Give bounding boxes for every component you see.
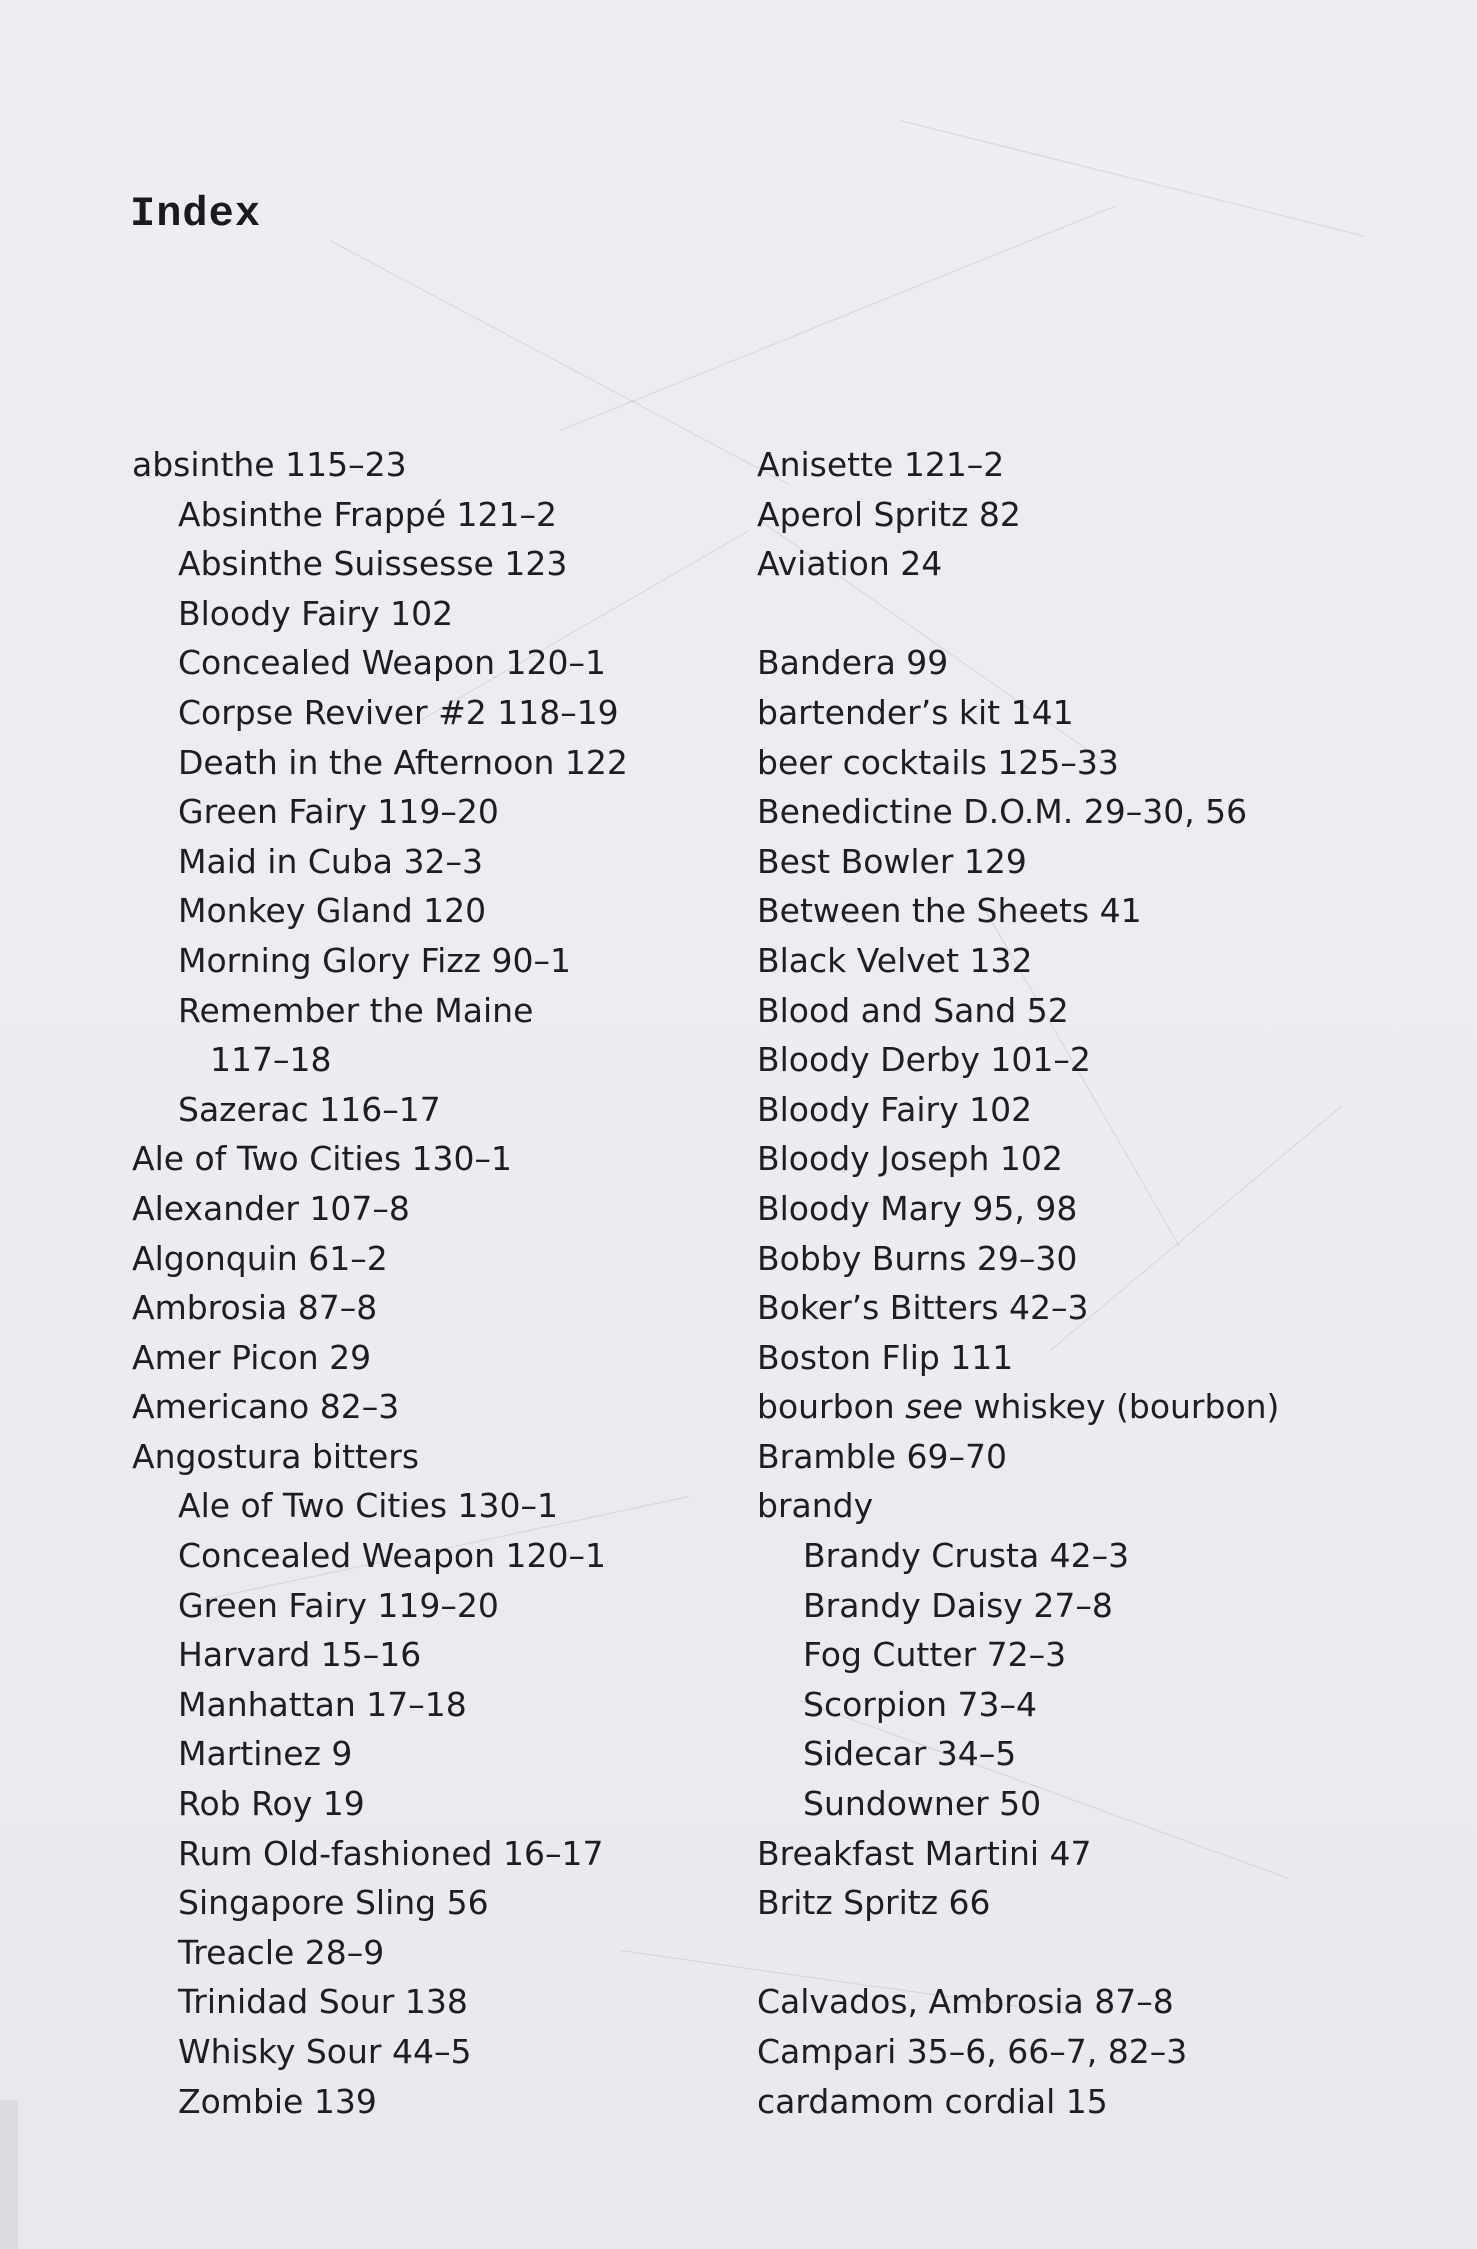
index-entry: Bloody Derby 101–2 [757,1040,1091,1080]
index-entry: Best Bowler 129 [757,841,1027,881]
index-subentry: Maid in Cuba 32–3 [178,841,483,881]
index-subentry: Absinthe Frappé 121–2 [178,494,557,534]
index-entry: Aviation 24 [757,544,943,584]
index-entry: Bandera 99 [757,643,949,683]
index-subentry: Rob Roy 19 [178,1784,365,1824]
index-subentry: Sidecar 34–5 [803,1734,1017,1774]
index-subentry: Rum Old-fashioned 16–17 [178,1833,604,1873]
index-subentry: Zombie 139 [178,2081,377,2121]
index-entry: Breakfast Martini 47 [757,1833,1092,1873]
index-subentry: Whisky Sour 44–5 [178,2032,472,2071]
index-subentry: Fog Cutter 72–3 [803,1635,1067,1675]
index-subentry: Concealed Weapon 120–1 [178,1536,606,1576]
index-subentry: Manhattan 17–18 [178,1684,467,1724]
index-subentry: Sundowner 50 [803,1784,1042,1824]
index-subentry: Morning Glory Fizz 90–1 [178,940,571,980]
index-entry: Anisette 121–2 [757,445,1005,484]
index-entry: Blood and Sand 52 [757,990,1069,1030]
index-column-right [757,440,1317,2126]
index-entry: Between the Sheets 41 [757,891,1142,931]
index-entry: Calvados, Ambrosia 87–8 [757,1982,1174,2022]
index-entry: Bloody Mary 95, 98 [757,1188,1078,1228]
index-entry: beer cocktails 125–33 [757,742,1119,782]
index-entry: bartender’s kit 141 [757,692,1074,732]
page-edge-shadow [0,2100,18,2249]
index-entry: Ale of Two Cities 130–1 [132,1139,512,1179]
index-entry: brandy [757,1486,874,1526]
index-subentry: 117–18 [210,1040,332,1080]
index-entry: Ambrosia 87–8 [132,1288,378,1328]
index-entry: Algonquin 61–2 [132,1238,388,1278]
index-entry: Britz Spritz 66 [757,1883,991,1923]
index-entry: Amer Picon 29 [132,1337,372,1377]
page-title: Index [130,190,262,238]
index-entry: Americano 82–3 [132,1387,400,1427]
index-subentry: Concealed Weapon 120–1 [178,643,606,683]
index-spacer [757,1928,1317,1978]
index-subentry: Treacle 28–9 [178,1932,385,1972]
index-subentry: Corpse Reviver #2 118–19 [178,692,619,732]
index-subentry: Martinez 9 [178,1734,353,1774]
index-subentry: Green Fairy 119–20 [178,792,499,832]
index-subentry: Brandy Crusta 42–3 [803,1536,1130,1576]
index-entry: Black Velvet 132 [757,940,1033,980]
index-subentry: Monkey Gland 120 [178,891,487,931]
index-subentry: Trinidad Sour 138 [178,1982,468,2022]
index-subentry: Harvard 15–16 [178,1635,422,1675]
index-subentry: Singapore Sling 56 [178,1883,489,1923]
index-subentry: Death in the Afternoon 122 [178,742,628,782]
index-entry: Bloody Joseph 102 [757,1139,1063,1179]
paper-scratch [900,120,1366,237]
index-subentry: Ale of Two Cities 130–1 [178,1486,558,1526]
index-column-left [132,440,692,2126]
index-subentry: Bloody Fairy 102 [178,593,454,633]
index-entry: bourbon see whiskey (bourbon) [757,1387,1280,1427]
index-entry: Boker’s Bitters 42–3 [757,1288,1089,1328]
index-entry: Bramble 69–70 [757,1436,1007,1476]
index-subentry: Scorpion 73–4 [803,1684,1038,1724]
index-entry: Benedictine D.O.M. 29–30, 56 [757,792,1248,832]
index-entry: Angostura bitters [132,1436,420,1476]
index-entry: absinthe 115–23 [132,445,407,484]
index-entry: Campari 35–6, 66–7, 82–3 [757,2032,1188,2071]
index-entry: cardamom cordial 15 [757,2081,1108,2121]
index-subentry: Green Fairy 119–20 [178,1585,499,1625]
index-subentry: Remember the Maine [178,990,534,1030]
paper-scratch [560,205,1117,431]
index-subentry: Brandy Daisy 27–8 [803,1585,1113,1625]
index-entry: Alexander 107–8 [132,1188,410,1228]
index-subentry: Sazerac 116–17 [178,1089,441,1129]
index-entry: Bloody Fairy 102 [757,1089,1033,1129]
index-subentry: Absinthe Suissesse 123 [178,544,568,584]
index-entry: Aperol Spritz 82 [757,494,1021,534]
index-entry: Bobby Burns 29–30 [757,1238,1078,1278]
index-spacer [757,589,1317,639]
index-entry: Boston Flip 111 [757,1337,1014,1377]
